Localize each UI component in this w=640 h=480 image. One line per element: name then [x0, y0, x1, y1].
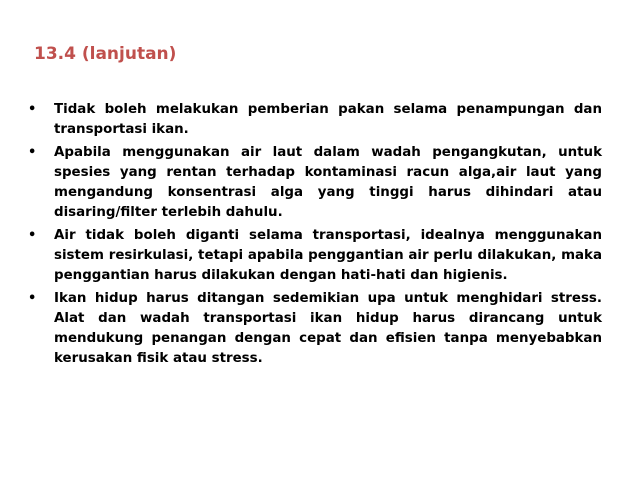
bullet-text: Ikan hidup harus ditangan sedemikian upa untuk menghidari stress. Alat dan wadah transportasi ikan hidup harus dirancang untuk mendukung penangan dengan cepat dan efisien tanpa menyebabkan kerusakan fisik atau stress. — [54, 291, 602, 366]
bullet-item — [28, 100, 602, 140]
bullet-text: Air tidak boleh diganti selama transportasi, idealnya menggunakan sistem resirkulasi, tetapi apabila penggantian air perlu dilakukan, maka penggantian harus dilakukan dengan hati-hati dan higienis. — [54, 228, 602, 283]
bullet-item — [28, 289, 602, 369]
bullet-text: Apabila menggunakan air laut dalam wadah pengangkutan, untuk spesies yang rentan terhadap kontaminasi racun alga,air laut yang mengandung konsentrasi alga yang tinggi harus dihindari atau disaring/filter terlebih dahulu. — [54, 145, 602, 220]
bullet-item — [28, 226, 602, 286]
bullet-text: Tidak boleh melakukan pemberian pakan selama penampungan dan transportasi ikan. — [54, 102, 602, 137]
bullet-icon: • — [28, 291, 37, 306]
bullet-item — [28, 143, 602, 223]
bullet-icon: • — [28, 228, 37, 243]
slide-title: 13.4 (lanjutan) — [34, 44, 177, 64]
bullet-icon: • — [28, 145, 37, 160]
bullet-icon: • — [28, 102, 37, 117]
bullet-list — [28, 100, 602, 372]
